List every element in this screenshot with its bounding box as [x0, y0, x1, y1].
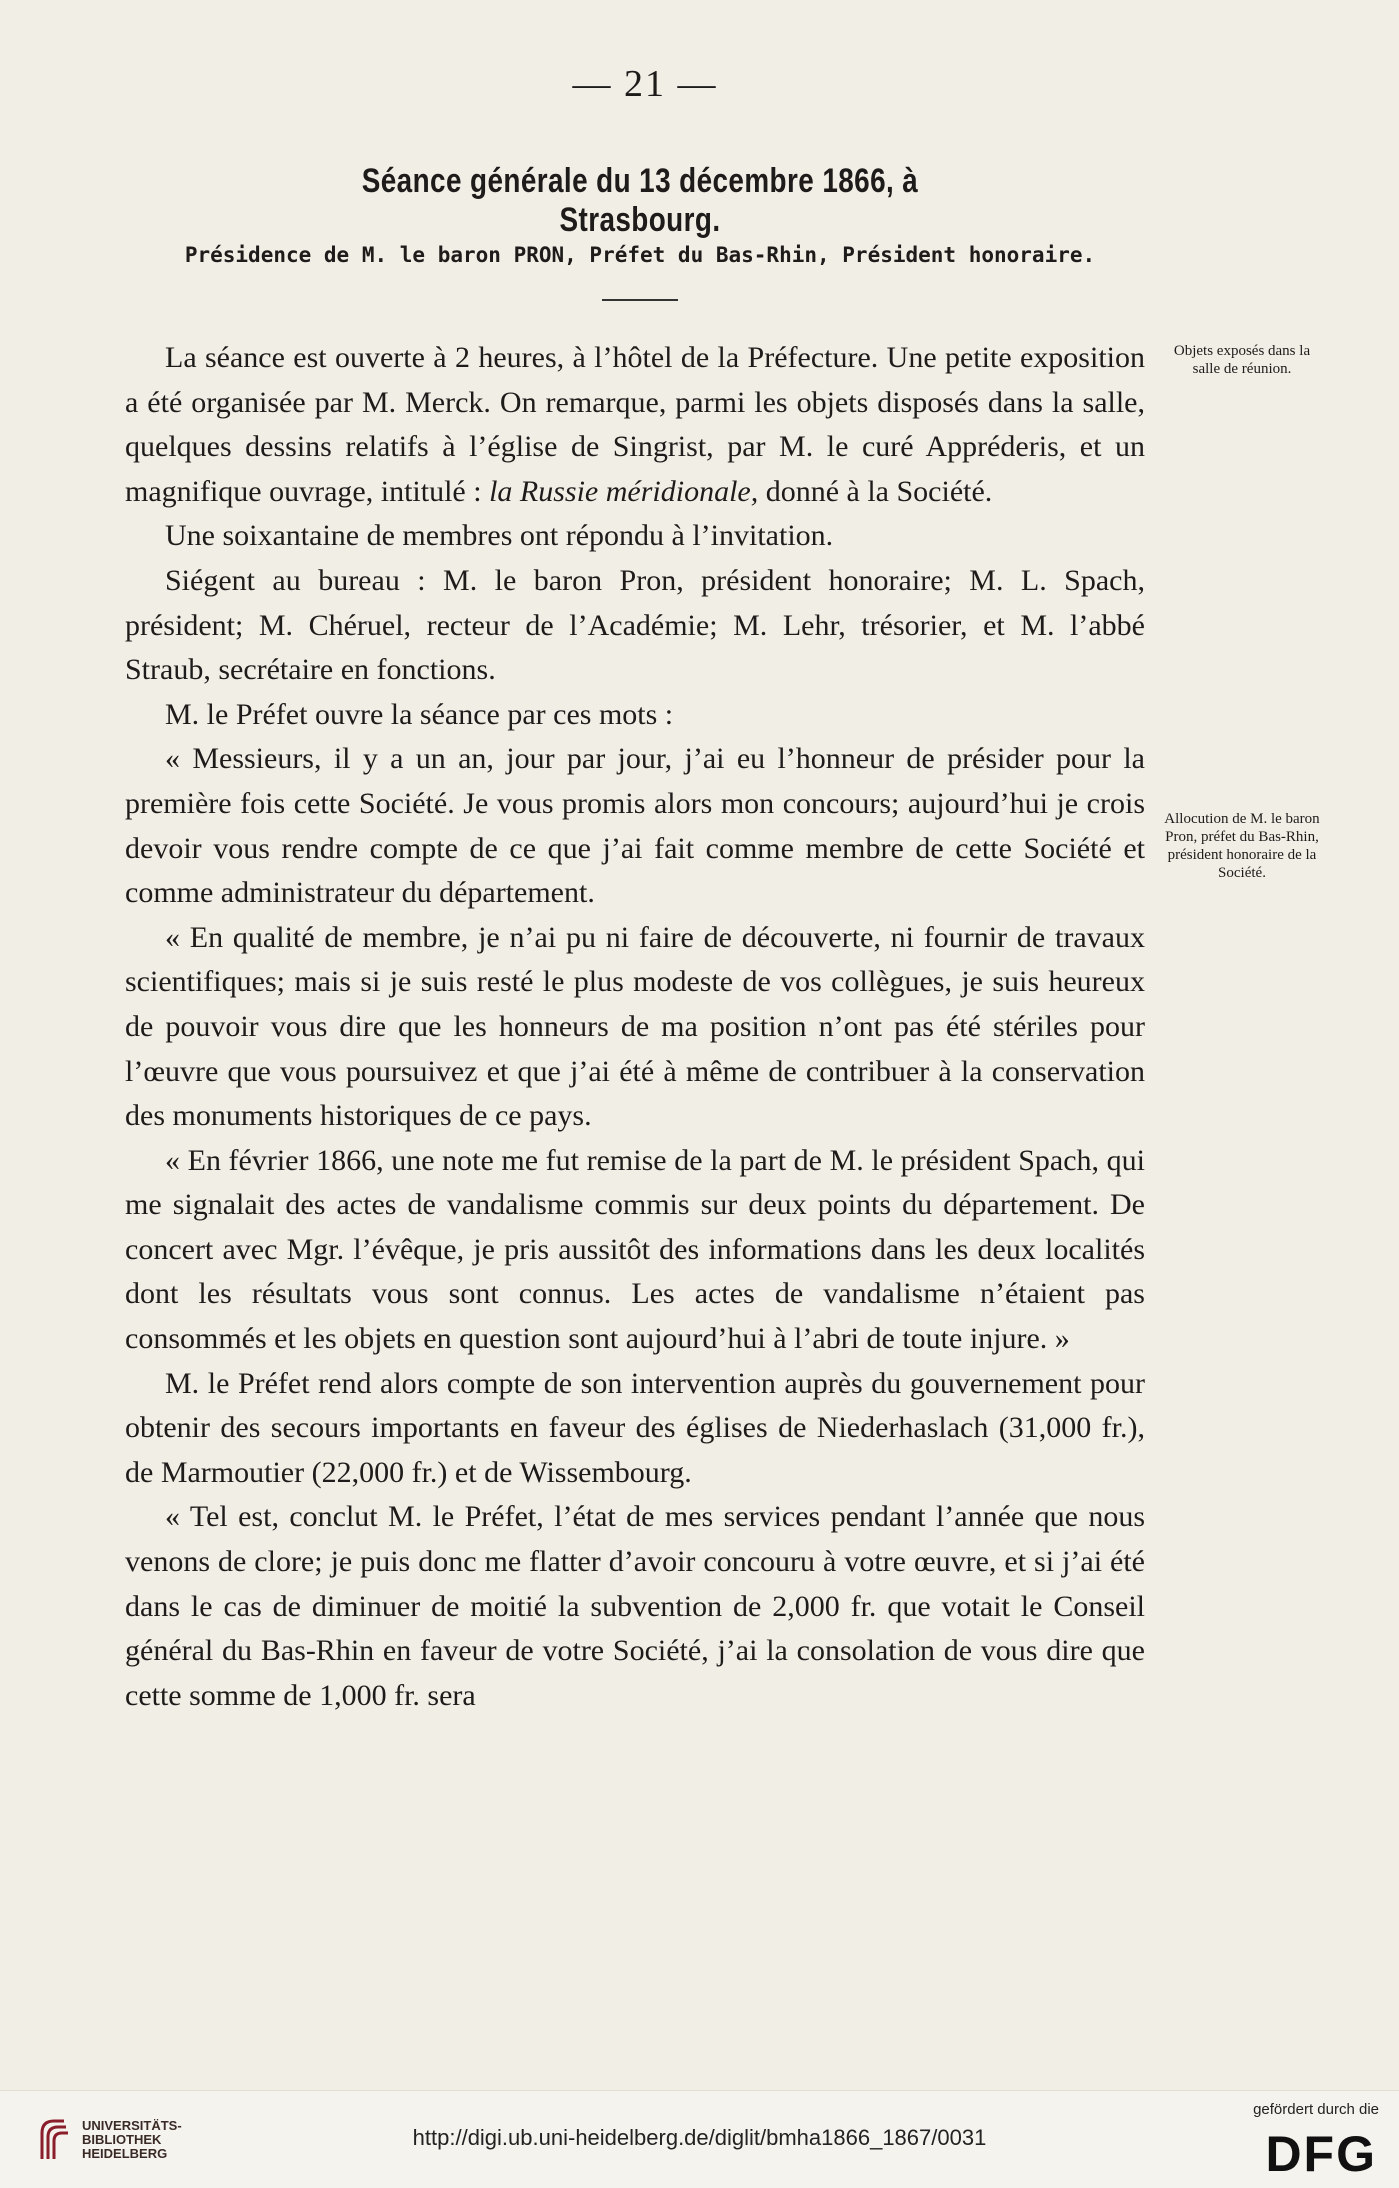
title-divider — [602, 299, 678, 301]
library-line: UNIVERSITÄTS- — [82, 2118, 182, 2133]
footer-bar — [0, 2090, 1399, 2188]
library-line: HEIDELBERG — [82, 2146, 168, 2161]
paragraph: « En qualité de membre, je n’ai pu ni faire de découverte, ni fournir de travaux scientifiques; mais si je suis resté le plus modeste de vos collègues, je suis heureux de pouvoir vous dire que les honneurs de ma position n’ont pas été stériles pour l’œuvre que vous poursuivez et que j’ai été à même de contribuer à la conservation des monuments historiques de ce pays. — [125, 920, 1145, 1133]
dfg-logo[interactable]: DFG — [1265, 2126, 1377, 2182]
paragraph-text: La séance est ouverte à 2 heures, à l’hôtel de la Préfecture. Une petite exposition a été organisée par M. Merck. On remarque, parmi les objets disposés dans la salle, quelques dessins relatifs à l’église de Singrist, par M. le curé Appréderis, et un magnifique ouvrage, intitulé : — [125, 341, 1145, 508]
paragraph — [125, 336, 1145, 514]
paragraph: M. le Préfet ouvre la séance par ces mots : — [165, 697, 674, 731]
section-title: Séance générale du 13 décembre 1866, à Strasbourg. — [361, 162, 919, 239]
body-text — [125, 336, 1145, 1718]
paragraph: « Tel est, conclut M. le Préfet, l’état de mes services pendant l’année que nous venons de clore; je puis donc me flatter d’avoir concouru à votre œuvre, et si j’ai été dans le cas de diminuer de moitié la subvention de 2,000 fr. que votait le Conseil général du Bas-Rhin en faveur de votre Société, j’ai la consolation de vous dire que cette somme de 1,000 fr. sera — [125, 1500, 1145, 1712]
page-number: — 21 — — [572, 63, 718, 105]
library-line: BIBLIOTHEK — [82, 2132, 162, 2147]
permalink-url[interactable]: http://digi.ub.uni-heidelberg.de/diglit/bmha1866_1867/0031 — [412, 2125, 987, 2150]
paragraph: « En février 1866, une note me fut remise de la part de M. le président Spach, qui me signalait des actes de vandalisme commis sur deux points du département. De concert avec Mgr. l’évêque, je pris aussitôt des informations dans les deux localités dont les résultats vous sont connus. Les actes de vandalisme n’étaient pas consommés et les objets en question sont aujourd’hui à l’abri de toute injure. » — [125, 1143, 1145, 1356]
paragraph: Siégent au bureau : M. le baron Pron, président honoraire; M. L. Spach, président; M. Chéruel, recteur de l’Académie; M. Lehr, trésorier, et M. l’abbé Straub, secrétaire en fonctions. — [125, 563, 1145, 687]
funder-label: gefördert durch die — [1253, 2101, 1379, 2118]
book-title: la Russie méridionale, — [489, 474, 759, 508]
paragraph: Une soixantaine de membres ont répondu à l’invitation. — [165, 519, 834, 553]
paragraph-text-tail: donné à la Société. — [758, 474, 993, 508]
paragraph: « Messieurs, il y a un an, jour par jour, j’ai eu l’honneur de présider pour la première fois cette Société. Je vous promis alors mon concours; aujourd’hui je crois devoir vous rendre compte de ce que j’ai fait comme membre de cette Société et comme administrateur du département. — [125, 742, 1145, 910]
marginal-note: Objets exposés dans la salle de réunion. — [1173, 343, 1311, 377]
section-subtitle: Présidence de M. le baron PRON, Préfet du Bas-Rhin, Président honoraire. — [184, 243, 1096, 267]
paragraph: M. le Préfet rend alors compte de son intervention auprès du gouvernement pour obtenir des secours importants en faveur des églises de Niederhaslach (31,000 fr.), de Marmoutier (22,000 fr.) et de Wissembourg. — [125, 1366, 1145, 1489]
marginal-note: Allocution de M. le baron Pron, préfet du Bas-Rhin, président honoraire de la Société. — [1164, 811, 1320, 881]
